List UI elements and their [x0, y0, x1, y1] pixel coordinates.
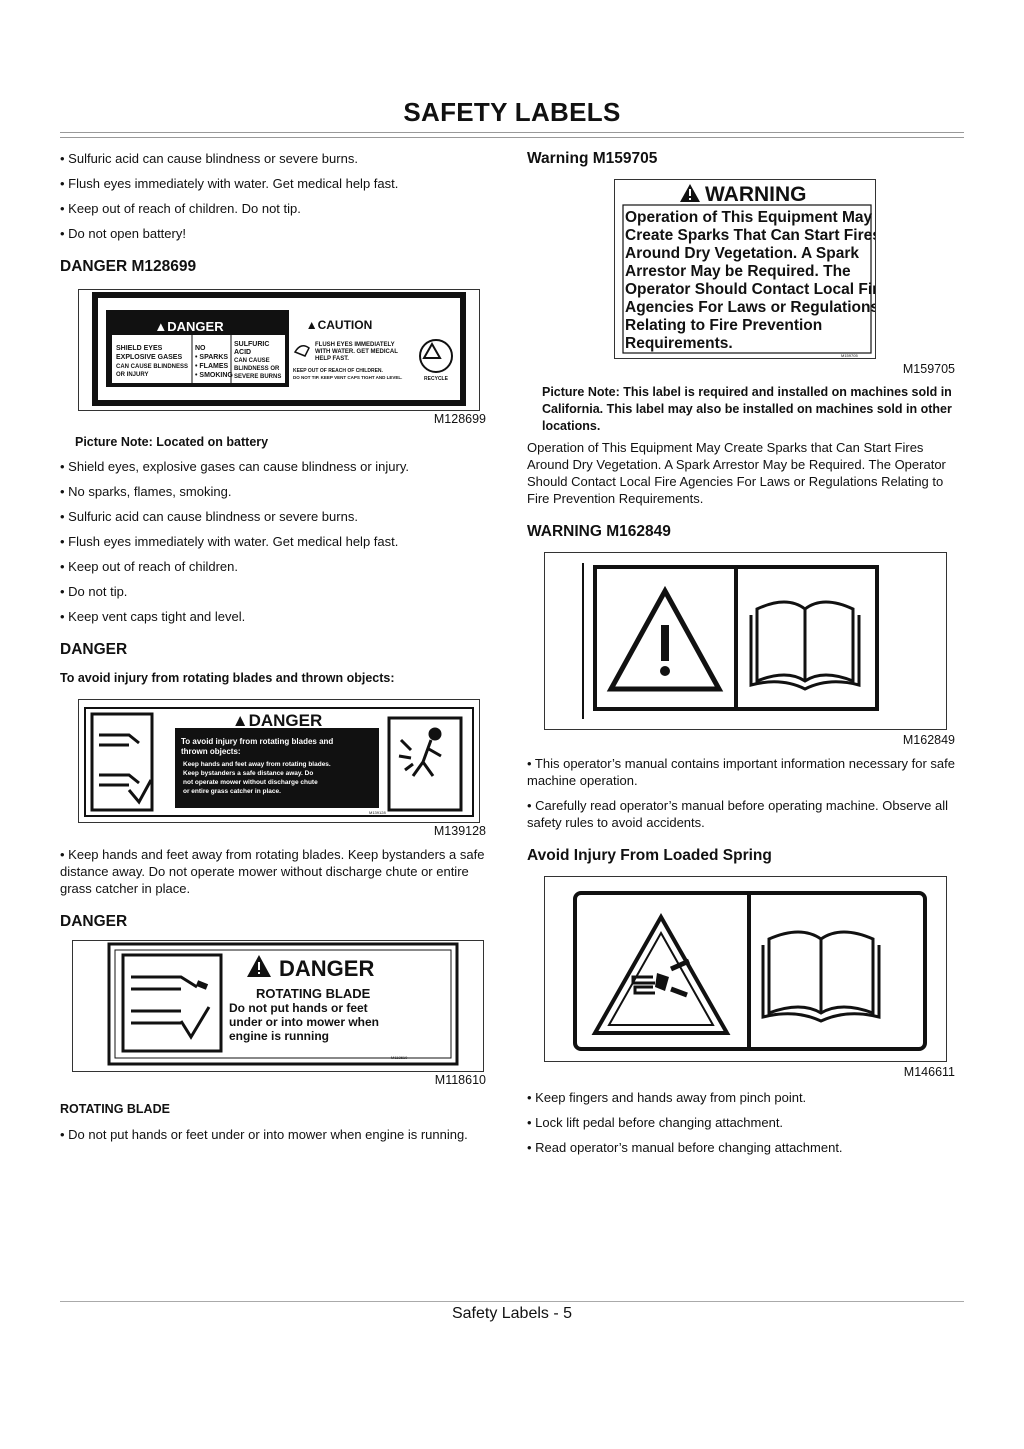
loaded-spring-label-image — [544, 876, 947, 1062]
section-heading: DANGER — [60, 641, 128, 658]
label-text: NO — [195, 345, 206, 352]
label-text: CAN CAUSE BLINDNESS — [116, 364, 189, 370]
label-text: RECYCLE — [424, 376, 448, 382]
label-danger-word: ▲DANGER — [154, 319, 224, 334]
thrown-object-figure-icon — [399, 729, 441, 776]
battery-label-image — [78, 289, 480, 411]
label-danger-word: DANGER — [279, 956, 375, 981]
warning-triangle-icon — [247, 955, 271, 977]
label-small-code: M118610 — [391, 1055, 408, 1060]
list-item: • Shield eyes, explosive gases can cause blindness or injury. — [60, 459, 410, 474]
list-item: • Lock lift pedal before changing attachment. — [527, 1115, 784, 1130]
label-text: under or into mower when — [229, 1015, 380, 1029]
pinch-point-triangle-icon — [595, 917, 727, 1033]
list-item: • Keep out of reach of children. Do not tip. — [60, 201, 301, 216]
hand-blade-icon — [99, 735, 151, 802]
figure-code: M162849 — [902, 733, 955, 747]
label-text: HELP FAST. — [315, 356, 349, 362]
footer-rule — [60, 1301, 964, 1302]
label-text: not operate mower without discharge chute — [183, 779, 318, 786]
section-heading: Avoid Injury From Loaded Spring — [527, 847, 772, 864]
figure-code: M146611 — [903, 1065, 955, 1079]
list-item: • This operator’s manual contains important information necessary for safe machine operation. — [527, 756, 955, 788]
label-text: SULFURIC — [234, 341, 270, 348]
label-text: Around Dry Vegetation. A Spark — [625, 245, 859, 262]
section-heading: DANGER — [60, 913, 128, 930]
label-text: FLUSH EYES IMMEDIATELY — [315, 342, 395, 348]
book-icon — [751, 602, 859, 689]
label-text: To avoid injury from rotating blades and — [181, 737, 334, 746]
label-text: • FLAMES — [195, 363, 229, 370]
label-text: SHIELD EYES — [116, 345, 163, 352]
label-text: Keep bystanders a safe distance away. Do — [183, 770, 314, 777]
label-text: WITH WATER. GET MEDICAL — [315, 349, 398, 355]
label-small-code: M139128 — [369, 810, 386, 815]
label-text: Do not put hands or feet — [229, 1001, 368, 1015]
label-danger-word: ▲DANGER — [231, 711, 323, 730]
thrown-objects-label-graphic — [79, 700, 479, 822]
title-rule-bottom — [60, 137, 964, 138]
book-icon — [763, 932, 879, 1021]
label-text: SEVERE BURNS — [234, 374, 282, 380]
spark-warning-label-graphic — [615, 180, 875, 358]
label-text: Create Sparks That Can Start Fires — [625, 227, 875, 244]
label-text: Requirements. — [625, 335, 733, 352]
label-text: Agencies For Laws or Regulations — [625, 299, 875, 316]
list-item: • Keep out of reach of children. — [60, 559, 238, 574]
label-text: thrown objects: — [181, 747, 241, 756]
figure-code: M118610 — [434, 1073, 486, 1087]
label-text: EXPLOSIVE GASES — [116, 354, 183, 361]
section-subheading: ROTATING BLADE — [60, 1102, 170, 1116]
operator-manual-label-graphic — [545, 553, 946, 729]
label-text: Operator Should Contact Local Fire — [625, 281, 875, 298]
list-item: • Flush eyes immediately with water. Get medical help fast. — [60, 176, 399, 191]
label-caution-word: ▲CAUTION — [305, 318, 373, 332]
list-item: • Do not tip. — [60, 584, 128, 599]
label-text: or entire grass catcher in place. — [183, 788, 281, 795]
list-item: • Keep vent caps tight and level. — [60, 609, 246, 624]
picture-note: Picture Note: Located on battery — [75, 435, 269, 449]
figure-code: M139128 — [433, 824, 486, 838]
list-item: • Sulfuric acid can cause blindness or severe burns. — [60, 509, 358, 524]
page-footer: Safety Labels - 5 — [451, 1305, 573, 1322]
page-title: SAFETY LABELS — [403, 97, 621, 127]
label-text: Operation of This Equipment May — [625, 209, 873, 226]
label-text: OR INJURY — [116, 372, 149, 378]
label-text: ACID — [234, 349, 252, 356]
section-subheading: To avoid injury from rotating blades and thrown objects: — [60, 671, 395, 685]
hand-blade-icon — [131, 977, 209, 1037]
warning-triangle-icon — [680, 184, 700, 202]
label-text: KEEP OUT OF REACH OF CHILDREN. — [293, 368, 383, 374]
label-warning-word: WARNING — [705, 183, 807, 206]
list-item: • No sparks, flames, smoking. — [60, 484, 232, 499]
figure-code: M159705 — [902, 362, 955, 376]
label-text: • SMOKING — [195, 372, 233, 379]
label-small-code: M159705 — [841, 353, 858, 358]
warning-triangle-icon — [611, 591, 719, 689]
list-item: • Keep fingers and hands away from pinch point. — [527, 1090, 807, 1105]
list-item: • Do not open battery! — [60, 226, 186, 241]
label-text: engine is running — [229, 1029, 330, 1043]
list-item: • Flush eyes immediately with water. Get medical help fast. — [60, 534, 399, 549]
label-text: Relating to Fire Prevention — [625, 317, 823, 334]
picture-note: Picture Note: This label is required and installed on machines sold in California. This label may also be installed on machines sold in other locations. — [542, 385, 952, 433]
left-column — [60, 150, 500, 1151]
label-text: • SPARKS — [195, 354, 229, 361]
rotating-blade-label-image — [78, 699, 480, 823]
label-text: Keep hands and feet away from rotating blades. — [183, 761, 331, 768]
right-column — [527, 150, 967, 1164]
title-rule-top — [60, 132, 964, 133]
paragraph: Operation of This Equipment May Create Sparks that Can Start Fires Around Dry Vegetation. A Spark Arrestor May be Required. The Operator Should Contact Local Fire Agencies For Laws or Regulations Relating to Fire Prevention Requirements. — [527, 440, 946, 506]
label-text: DO NOT TIP. KEEP VENT CAPS TIGHT AND LEVEL. — [293, 375, 403, 380]
list-item: • Read operator’s manual before changing attachment. — [527, 1140, 843, 1155]
section-heading: DANGER M128699 — [60, 258, 197, 275]
section-heading: Warning M159705 — [527, 150, 658, 167]
operator-manual-label-image — [544, 552, 947, 730]
list-item: • Sulfuric acid can cause blindness or severe burns. — [60, 151, 358, 166]
rotating-blade-label-graphic — [73, 941, 483, 1071]
label-text: CAN CAUSE — [234, 358, 270, 364]
section-heading: WARNING M162849 — [527, 523, 671, 540]
label-text: BLINDNESS OR — [234, 366, 280, 372]
list-item: • Carefully read operator’s manual before operating machine. Observe all safety rules to avoid accidents. — [527, 798, 949, 830]
spark-warning-label-image — [614, 179, 876, 359]
paragraph: • Keep hands and feet away from rotating blades. Keep bystanders a safe distance away. Do not operate mower without discharge chute or entire grass catcher in place. — [60, 847, 485, 896]
list-item: • Do not put hands or feet under or into mower when engine is running. — [60, 1127, 468, 1142]
label-text: ROTATING BLADE — [256, 986, 371, 1001]
figure-code: M128699 — [433, 412, 486, 426]
label-text: Arrestor May be Required. The — [625, 263, 851, 280]
rotating-blade-danger-image — [72, 940, 484, 1072]
loaded-spring-label-graphic — [545, 877, 946, 1061]
battery-label-graphic — [79, 290, 479, 410]
